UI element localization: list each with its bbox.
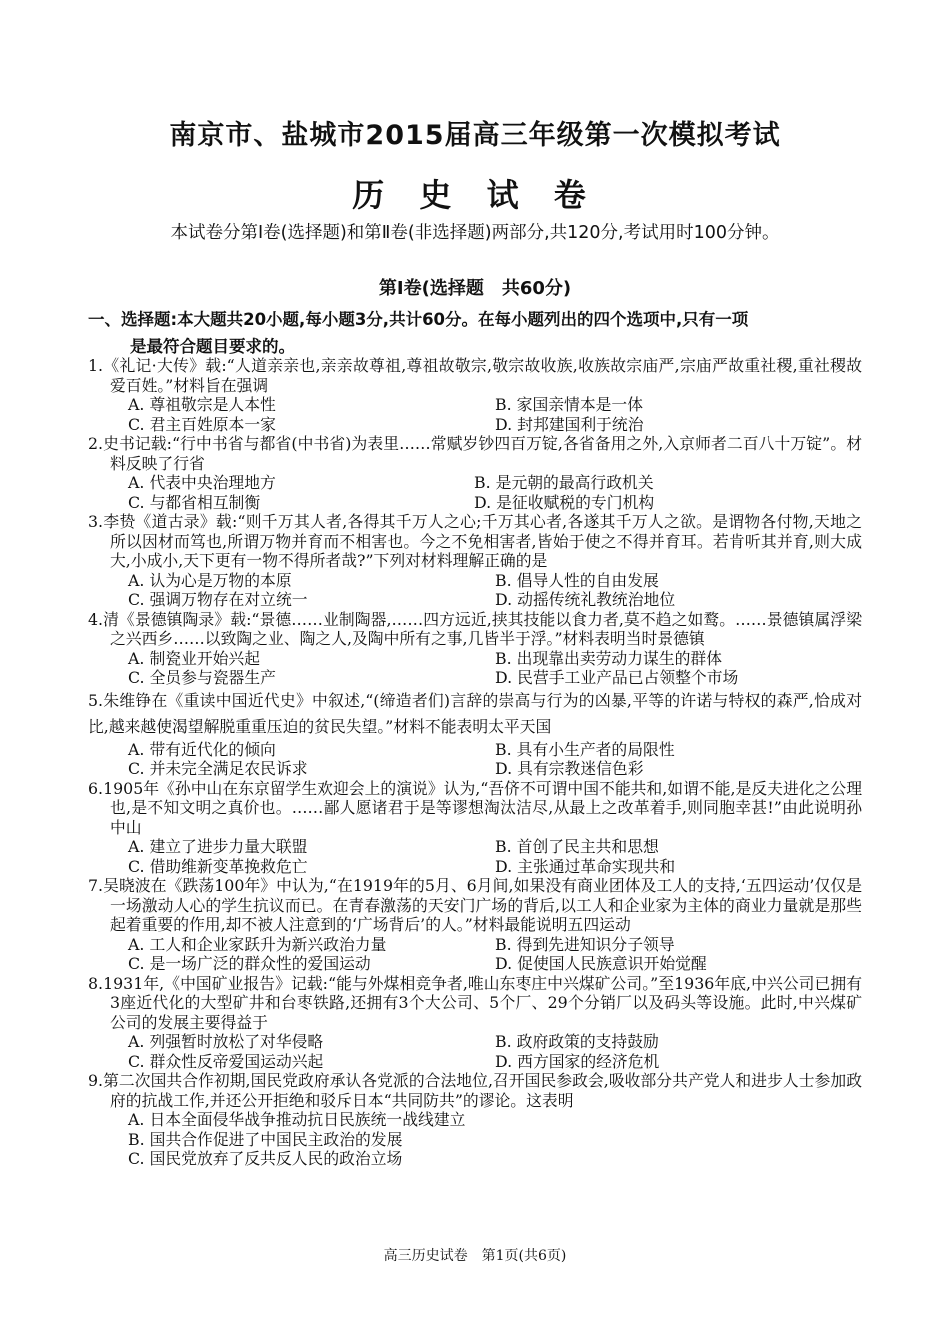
- exam-subtitle: 历 史 试 卷: [352, 176, 598, 214]
- question-8: [88, 974, 862, 1072]
- question-7: [88, 876, 862, 974]
- question-options: [88, 395, 862, 434]
- option-b: B. 国共合作促进了中国民主政治的发展: [128, 1129, 403, 1149]
- question-4: [88, 610, 862, 688]
- section-title: 第Ⅰ卷(选择题 共60分): [378, 278, 572, 299]
- question-stem: 3.李贽《道古录》载:“则千万其人者,各得其千万人之心;千万其心者,各遂其千万人之欲。是谓物各付物,天地之所以因材而笃也,所谓万物并育而不相害也。今之不免相害者,皆始于使之不得并育耳。若肯听其并育,则大成大,小成小,天下更有一物不得所者哉?”下列对材料理解正确的是: [88, 512, 862, 570]
- section-instructions: [88, 306, 860, 360]
- question-stem: 2.史书记载:“行中书省与都省(中书省)为表里……常赋岁钞四百万锭,各省备用之外,入京师者二百八十万锭”。材料反映了行省: [88, 434, 862, 473]
- page-footer: 高三历史试卷 第1页(共6页): [383, 1248, 567, 1264]
- question-stem: 6.1905年《孙中山在东京留学生欢迎会上的演说》认为,“吾侪不可谓中国不能共和,如谓不能,是反夫进化之公理也,是不知文明之真价也。……鄙人愿诸君于是等谬想淘汰洁尽,从最上之改革着手,则同胞幸甚!”由此说明孙中山: [88, 778, 862, 837]
- instructions-line-2: 是最符合题目要求的。: [130, 337, 295, 356]
- option-b: B. 是元朝的最高行政机关: [474, 473, 654, 492]
- option-b: B. 具有小生产者的局限性: [495, 739, 675, 759]
- option-a: A. 带有近代化的倾向: [128, 739, 276, 759]
- option-a: A. 建立了进步力量大联盟: [128, 837, 308, 856]
- option-c: C. 君主百姓原本一家: [128, 414, 276, 434]
- option-a: A. 列强暂时放松了对华侵略: [128, 1032, 324, 1051]
- option-a: A. 制瓷业开始兴起: [128, 648, 261, 668]
- option-b: B. 出现靠出卖劳动力谋生的群体: [495, 648, 723, 668]
- question-options: [88, 1110, 862, 1169]
- exam-intro: 本试卷分第Ⅰ卷(选择题)和第Ⅱ卷(非选择题)两部分,共120分,考试用时100分钟。: [170, 223, 780, 243]
- option-b: B. 首创了民主共和思想: [495, 837, 659, 856]
- option-b: B. 倡导人性的自由发展: [495, 570, 659, 590]
- option-d: D. 具有宗教迷信色彩: [495, 759, 644, 778]
- option-b: B. 家国亲情本是一体: [495, 395, 644, 414]
- question-stem: 9.第二次国共合作初期,国民党政府承认各党派的合法地位,召开国民参政会,吸收部分共产党人和进步人士参加政府的抗战工作,并还公开拒绝和驳斥日本“共同防共”的谬论。这表明: [88, 1071, 862, 1110]
- option-b: B. 政府政策的支持鼓励: [495, 1032, 659, 1051]
- option-d: D. 封邦建国利于统治: [495, 414, 644, 434]
- question-2: [88, 434, 862, 512]
- question-options: [88, 837, 862, 876]
- question-options: [88, 649, 862, 688]
- question-3: [88, 512, 862, 610]
- question-stem: 4.清《景德镇陶录》载:“景德……业制陶器,……四方远近,挟其技能以食力者,莫不趋之如鹜。……景德镇属浮梁之兴西乡……以致陶之业、陶之人,及陶中所有之事,几皆半于浮。”材料表明当时景德镇: [88, 609, 862, 648]
- question-stem: 8.1931年,《中国矿业报告》记载:“能与外煤相竞争者,唯山东枣庄中兴煤矿公司。”至1936年底,中兴公司已拥有3座近代化的大型矿井和台枣铁路,还拥有3个大公司、5个厂、29个分销厂以及码头等设施。此时,中兴煤矿公司的发展主要得益于: [88, 973, 862, 1032]
- question-5: [88, 688, 862, 779]
- option-c: C. 全员参与瓷器生产: [128, 668, 276, 687]
- question-stem: 7.吴晓波在《跌荡100年》中认为,“在1919年的5月、6月间,如果没有商业团体及工人的支持,‘五四运动’仅仅是一场激动人心的学生抗议而已。在青春激荡的天安门广场的背后,以工人和企业家为主体的商业力量就是那些起着重要的作用,却不被人注意到的‘广场背后’的人。”材料最能说明五四运动: [88, 876, 862, 934]
- question-list: [88, 356, 862, 1169]
- option-d: D. 动摇传统礼教统治地位: [495, 590, 676, 609]
- option-d: D. 西方国家的经济危机: [495, 1051, 660, 1071]
- option-d: D. 是征收赋税的专门机构: [474, 492, 655, 512]
- option-a: A. 认为心是万物的本原: [128, 570, 292, 590]
- option-c: C. 并未完全满足农民诉求: [128, 759, 308, 778]
- question-options: [88, 935, 862, 974]
- question-options: [88, 1032, 862, 1071]
- option-a: A. 工人和企业家跃升为新兴政治力量: [128, 934, 387, 954]
- instructions-line-1: 一、选择题:本大题共20小题,每小题3分,共计60分。在每小题列出的四个选项中,只有一项: [88, 310, 749, 329]
- option-d: D. 主张通过革命实现共和: [495, 856, 676, 876]
- option-c: C. 强调万物存在对立统一: [128, 590, 308, 609]
- option-d: D. 促使国人民族意识开始觉醒: [495, 954, 707, 973]
- option-d: D. 民营手工业产品已占领整个市场: [495, 668, 739, 687]
- question-stem: 5.朱维铮在《重读中国近代史》中叙述,“(缔造者们)言辞的崇高与行为的凶暴,平等的许诺与特权的森严,恰成对比,越来越使渴望解脱重重压迫的贫民失望。”材料不能表明太平天国: [88, 690, 862, 736]
- question-options: [88, 571, 862, 610]
- option-c: C. 与都省相互制衡: [128, 492, 261, 512]
- question-1: [88, 356, 862, 434]
- option-a: A. 代表中央治理地方: [128, 473, 276, 492]
- question-6: [88, 779, 862, 877]
- question-options: [88, 740, 862, 779]
- option-c: C. 国民党放弃了反共反人民的政治立场: [128, 1149, 403, 1168]
- option-b: B. 得到先进知识分子领导: [495, 934, 675, 954]
- option-c: C. 是一场广泛的群众性的爱国运动: [128, 954, 371, 973]
- option-a: A. 尊祖敬宗是人本性: [128, 395, 276, 414]
- option-a: A. 日本全面侵华战争推动抗日民族统一战线建立: [128, 1110, 466, 1129]
- option-c: C. 群众性反帝爱国运动兴起: [128, 1051, 324, 1071]
- question-options: [88, 473, 862, 512]
- exam-title: 南京市、盐城市2015届高三年级第一次模拟考试: [169, 120, 781, 151]
- question-stem: 1.《礼记·大传》载:“人道亲亲也,亲亲故尊祖,尊祖故敬宗,敬宗故收族,收族故宗庙严,宗庙严故重社稷,重社稷故爱百姓。”材料旨在强调: [88, 356, 862, 395]
- question-9: [88, 1071, 862, 1169]
- option-c: C. 借助维新变革挽救危亡: [128, 856, 308, 876]
